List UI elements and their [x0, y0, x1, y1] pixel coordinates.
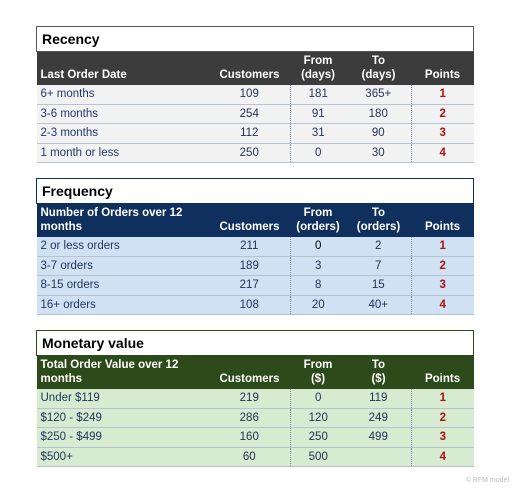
- row-label: 3-6 months: [37, 104, 209, 124]
- row-label: 3-7 orders: [37, 256, 209, 276]
- row-from: 20: [291, 295, 346, 315]
- row-to: 2: [346, 237, 412, 257]
- row-to: [346, 447, 412, 467]
- row-to: 249: [346, 408, 412, 428]
- row-customers: 108: [209, 295, 291, 315]
- row-customers: 60: [209, 447, 291, 467]
- monetary-header-points: Points: [412, 356, 474, 389]
- recency-section: [36, 26, 473, 163]
- row-points: 1: [412, 85, 474, 105]
- row-points: 1: [412, 237, 474, 257]
- row-label: Under $119: [37, 389, 209, 409]
- table-row: [37, 276, 474, 296]
- row-to: 7: [346, 256, 412, 276]
- row-customers: 219: [209, 389, 291, 409]
- table-row: [37, 124, 474, 144]
- row-from: 500: [291, 447, 346, 467]
- row-points: 4: [412, 295, 474, 315]
- row-label: 2 or less orders: [37, 237, 209, 257]
- recency-header-label: Last Order Date: [37, 52, 209, 85]
- table-row: [37, 256, 474, 276]
- row-from: 0: [291, 389, 346, 409]
- row-customers: 254: [209, 104, 291, 124]
- table-row: [37, 143, 474, 163]
- row-points: 3: [412, 428, 474, 448]
- monetary-header-to: To ($): [346, 356, 412, 389]
- row-to: 365+: [346, 85, 412, 105]
- row-from: 250: [291, 428, 346, 448]
- table-row: [37, 408, 474, 428]
- row-from: 181: [291, 85, 346, 105]
- row-from: 91: [291, 104, 346, 124]
- monetary-title: Monetary value: [37, 331, 474, 356]
- row-from: 8: [291, 276, 346, 296]
- table-row: [37, 428, 474, 448]
- table-row: [37, 104, 474, 124]
- monetary-table: [36, 330, 474, 467]
- monetary-section: [36, 330, 473, 467]
- row-points: 1: [412, 389, 474, 409]
- row-label: $500+: [37, 447, 209, 467]
- row-points: 3: [412, 124, 474, 144]
- recency-header-to: To (days): [346, 52, 412, 85]
- row-customers: 217: [209, 276, 291, 296]
- row-label: 6+ months: [37, 85, 209, 105]
- frequency-header-label: Number of Orders over 12 months: [37, 204, 209, 237]
- row-points: 2: [412, 104, 474, 124]
- row-points: 3: [412, 276, 474, 296]
- frequency-header-to: To (orders): [346, 204, 412, 237]
- frequency-header-points: Points: [412, 204, 474, 237]
- row-to: 180: [346, 104, 412, 124]
- row-to: 499: [346, 428, 412, 448]
- row-customers: 160: [209, 428, 291, 448]
- row-points: 2: [412, 408, 474, 428]
- row-customers: 112: [209, 124, 291, 144]
- row-from: 0: [291, 143, 346, 163]
- row-to: 40+: [346, 295, 412, 315]
- row-to: 90: [346, 124, 412, 144]
- monetary-header-customers: Customers: [209, 356, 291, 389]
- watermark: © RFM model: [465, 477, 509, 484]
- recency-header-points: Points: [412, 52, 474, 85]
- row-to: 30: [346, 143, 412, 163]
- row-label: 8-15 orders: [37, 276, 209, 296]
- row-label: 2-3 months: [37, 124, 209, 144]
- row-customers: 250: [209, 143, 291, 163]
- monetary-header-from: From ($): [291, 356, 346, 389]
- recency-table: [36, 26, 474, 163]
- row-points: 4: [412, 447, 474, 467]
- row-points: 4: [412, 143, 474, 163]
- row-label: 1 month or less: [37, 143, 209, 163]
- table-row: [37, 295, 474, 315]
- frequency-section: [36, 178, 473, 315]
- row-customers: 109: [209, 85, 291, 105]
- recency-title: Recency: [37, 27, 474, 52]
- row-from: 3: [291, 256, 346, 276]
- frequency-title: Frequency: [37, 179, 474, 204]
- row-customers: 211: [209, 237, 291, 257]
- row-customers: 189: [209, 256, 291, 276]
- frequency-header-from: From (orders): [291, 204, 346, 237]
- recency-header-from: From (days): [291, 52, 346, 85]
- frequency-table: [36, 178, 474, 315]
- row-points: 2: [412, 256, 474, 276]
- row-label: 16+ orders: [37, 295, 209, 315]
- row-to: 15: [346, 276, 412, 296]
- row-from: 120: [291, 408, 346, 428]
- row-customers: 286: [209, 408, 291, 428]
- table-row: [37, 85, 474, 105]
- row-from: 0: [291, 237, 346, 257]
- row-to: 119: [346, 389, 412, 409]
- row-label: $120 - $249: [37, 408, 209, 428]
- table-row: [37, 237, 474, 257]
- table-row: [37, 389, 474, 409]
- row-from: 31: [291, 124, 346, 144]
- frequency-header-customers: Customers: [209, 204, 291, 237]
- recency-header-customers: Customers: [209, 52, 291, 85]
- table-row: [37, 447, 474, 467]
- monetary-header-label: Total Order Value over 12 months: [37, 356, 209, 389]
- row-label: $250 - $499: [37, 428, 209, 448]
